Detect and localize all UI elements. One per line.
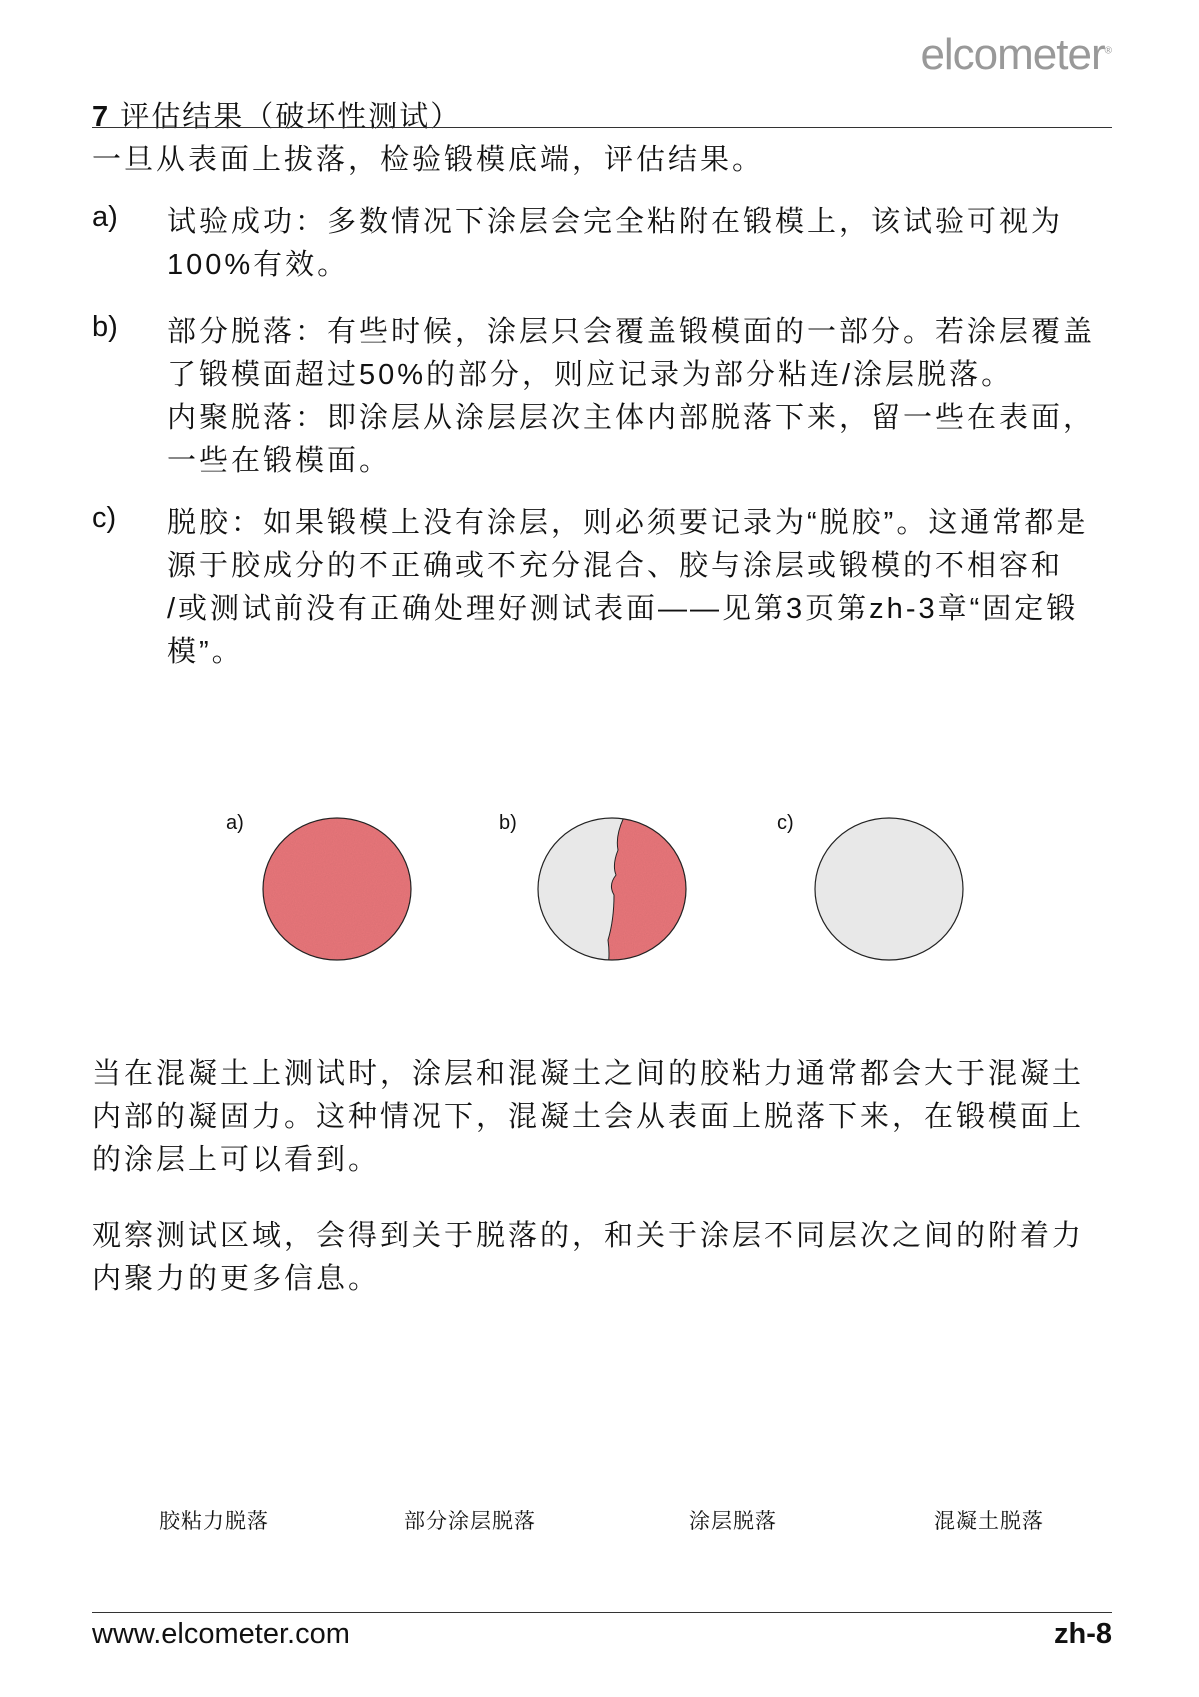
text-line: 一些在锻模面。	[167, 445, 392, 477]
caption-adhesive-failure: 胶粘力脱落	[159, 1510, 269, 1533]
dolly-a-full-coating	[263, 818, 411, 960]
item-b-label: b)	[92, 311, 118, 343]
text-line: 100%有效。	[167, 249, 350, 281]
caption-concrete-failure: 混凝土脱落	[934, 1510, 1044, 1533]
header-divider	[92, 127, 1112, 128]
text-line: 观察测试区域，会得到关于脱落的，和关于涂层不同层次之间的附着力	[92, 1220, 1085, 1252]
section-number: 7	[92, 101, 111, 133]
text-line: 模”。	[167, 636, 244, 668]
section-heading	[92, 94, 461, 135]
text-line: 试验成功：多数情况下涂层会完全粘附在锻模上，该试验可视为	[167, 206, 1064, 238]
text-line: 源于胶成分的不正确或不充分混合、胶与涂层或锻模的不相容和	[167, 550, 1064, 582]
item-a-label: a)	[92, 201, 118, 233]
caption-partial-coating-failure: 部分涂层脱落	[404, 1510, 536, 1533]
text-line: 内部的凝固力。这种情况下，混凝土会从表面上脱落下来，在锻模面上	[92, 1101, 1085, 1133]
item-c-label: c)	[92, 502, 117, 534]
text-line: /或测试前没有正确处理好测试表面——见第3页第zh-3章“固定锻	[167, 593, 1079, 625]
logo-text: elcometer	[920, 30, 1105, 79]
item-a-text	[167, 201, 1117, 287]
text-line: 内聚力的更多信息。	[92, 1263, 381, 1295]
caption-coating-failure: 涂层脱落	[689, 1510, 777, 1533]
dolly-c-no-coating	[815, 818, 963, 960]
concrete-paragraph	[92, 1053, 1084, 1182]
figure-label-a: a)	[226, 812, 244, 834]
section-title: 评估结果（破坏性测试）	[120, 101, 462, 133]
figure-label-b: b)	[499, 812, 517, 834]
item-b-text	[167, 311, 1117, 483]
text-line: 脱胶：如果锻模上没有涂层，则必须要记录为“脱胶”。这通常都是	[167, 507, 1089, 539]
text-line: 内聚脱落：即涂层从涂层层次主体内部脱落下来，留一些在表面，	[167, 402, 1096, 434]
observation-paragraph	[92, 1215, 1084, 1301]
dolly-failure-figure	[0, 790, 1199, 990]
footer-divider	[92, 1612, 1112, 1613]
text-line: 部分脱落：有些时候，涂层只会覆盖锻模面的一部分。若涂层覆盖	[167, 316, 1096, 348]
footer-url[interactable]: www.elcometer.com	[92, 1618, 350, 1650]
elcometer-logo: elcometer®	[920, 30, 1111, 79]
intro-text: 一旦从表面上拔落，检验锻模底端，评估结果。	[92, 144, 765, 176]
text-line: 当在混凝土上测试时，涂层和混凝土之间的胶粘力通常都会大于混凝土	[92, 1058, 1085, 1090]
page-number: zh-8	[1054, 1618, 1112, 1650]
text-line: 的涂层上可以看到。	[92, 1144, 381, 1176]
figure-label-c: c)	[777, 812, 794, 834]
item-c-text	[167, 502, 1117, 674]
text-line: 了锻模面超过50%的部分，则应记录为部分粘连/涂层脱落。	[167, 359, 1014, 391]
